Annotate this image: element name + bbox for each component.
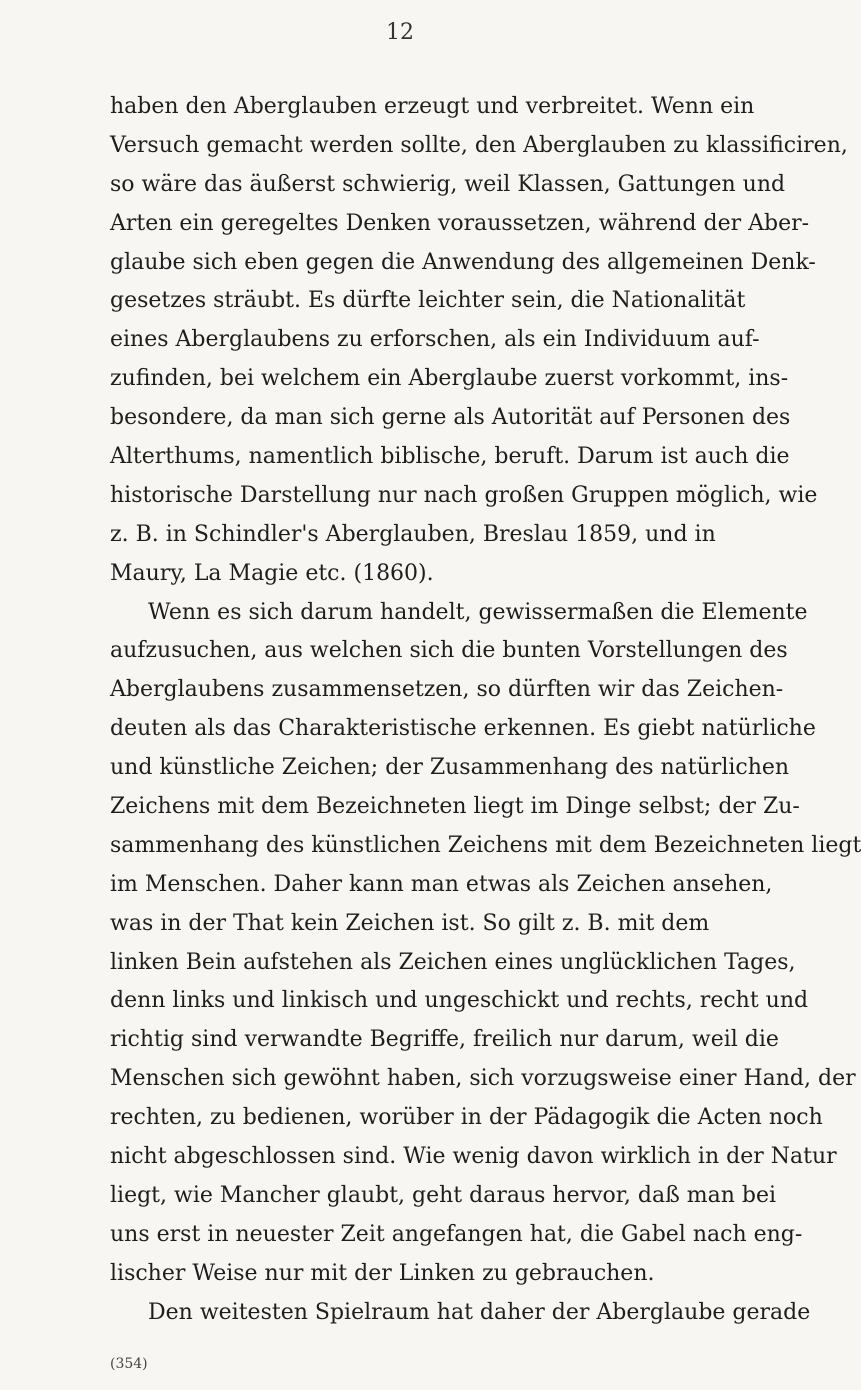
text-line: haben den Aberglauben erzeugt und verbreitet. Wenn ein	[110, 94, 755, 119]
text-line: sammenhang des künstlichen Zeichens mit dem Bezeichneten liegt	[110, 832, 861, 858]
text-line: historische Darstellung nur nach großen Gruppen möglich, wie	[110, 482, 818, 508]
text-line: was in der That kein Zeichen ist. So gilt z. B. mit dem	[110, 910, 710, 936]
text-line: eines Aberglaubens zu erforschen, als ein Individuum auf-	[110, 327, 760, 353]
text-line: z. B. in Schindler's Aberglauben, Breslau 1859, und in	[110, 521, 716, 547]
text-line: deuten als das Charakteristische erkennen. Es giebt natürliche	[110, 716, 816, 742]
text-line: liegt, wie Mancher glaubt, geht daraus hervor, daß man bei	[110, 1182, 777, 1208]
text-line: Alterthums, namentlich biblische, beruft. Darum ist auch die	[110, 444, 790, 470]
paragraph-end-line: lischer Weise nur mit der Linken zu gebrauchen.	[110, 1260, 655, 1286]
text-line: rechten, zu bedienen, worüber in der Pädagogik die Acten noch	[110, 1105, 823, 1131]
text-line: besondere, da man sich gerne als Autorität auf Personen des	[110, 405, 791, 431]
footer-signature: (354)	[110, 1356, 148, 1372]
text-line: glaube sich eben gegen die Anwendung des allgemeinen Denk-	[110, 249, 816, 275]
text-line: Aberglaubens zusammensetzen, so dürften wir das Zeichen-	[110, 677, 784, 703]
text-line: nicht abgeschlossen sind. Wie wenig davon wirklich in der Natur	[110, 1144, 837, 1170]
text-line: im Menschen. Daher kann man etwas als Zeichen ansehen,	[110, 871, 773, 897]
text-line: Arten ein geregeltes Denken voraussetzen, während der Aber-	[110, 210, 810, 236]
text-line: aufzusuchen, aus welchen sich die bunten Vorstellungen des	[110, 638, 788, 664]
text-line: zufinden, bei welchem ein Aberglaube zuerst vorkommt, ins-	[110, 366, 789, 392]
paragraph-start-line: Wenn es sich darum handelt, gewissermaßen die Elemente	[148, 599, 808, 625]
text-line: richtig sind verwandte Begriffe, freilich nur darum, weil die	[110, 1027, 779, 1053]
text-line: und künstliche Zeichen; der Zusammenhang des natürlichen	[110, 755, 790, 781]
text-line: Versuch gemacht werden sollte, den Aberglauben zu klassificiren,	[110, 132, 848, 158]
text-line: so wäre das äußerst schwierig, weil Klassen, Gattungen und	[110, 171, 786, 197]
page-number: 12	[386, 20, 414, 45]
paragraph-end-line: Maury, La Magie etc. (1860).	[110, 560, 434, 586]
text-line: gesetzes sträubt. Es dürfte leichter sein, die Nationalität	[110, 288, 746, 314]
text-line: Zeichens mit dem Bezeichneten liegt im Dinge selbst; der Zu-	[110, 794, 800, 820]
text-line: denn links und linkisch und ungeschickt und rechts, recht und	[110, 988, 809, 1014]
paragraph-start-line: Den weitesten Spielraum hat daher der Aberglaube gerade	[148, 1299, 811, 1325]
body-text	[110, 88, 861, 1333]
text-line: linken Bein aufstehen als Zeichen eines unglücklichen Tages,	[110, 949, 796, 975]
text-line: Menschen sich gewöhnt haben, sich vorzugsweise einer Hand, der	[110, 1066, 856, 1092]
text-line: uns erst in neuester Zeit angefangen hat, die Gabel nach eng-	[110, 1221, 803, 1247]
